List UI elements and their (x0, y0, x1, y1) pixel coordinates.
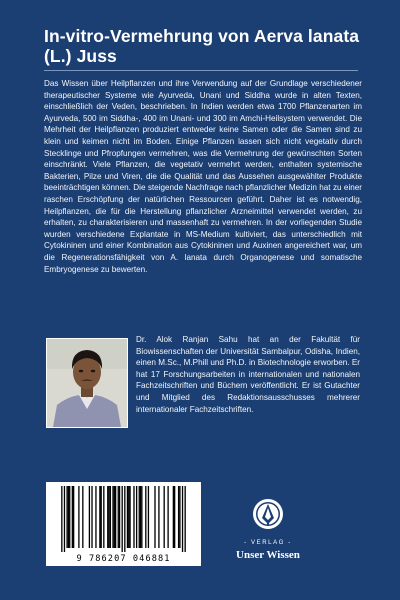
publisher-name: Unser Wissen (236, 549, 300, 561)
barcode-bar (89, 486, 90, 548)
barcode-bar (179, 486, 180, 548)
book-description: Das Wissen über Heilpflanzen und ihre Verwendung auf der Grundlage verschiedener therapeutischer Systeme wie Ayurveda, Unani und Siddha wurde in alten Texten, einschließlich der Veden, beschrieben. In Indien werden etwa 1700 Pflanzenarten im Ayurveda, 500 im Siddha-, 400 im Unani- und 300 im Amchi-Heilsystem verwendet. Die Mehrheit der Heilpflanzen produziert entweder keine Samen oder die Samen sind zu klein und keimen nicht im Boden. Einige Pflanzen lassen sich nicht vegetativ durch Stecklinge und Pfropfungen vermehren, was die Vermehrung der gewünschten Sorten einschränkt. Viele Pflanzen, die vegetativ vermehrt werden, enthalten systemische Bakterien, Pilze und Viren, die die Qualität und das Aussehen ausgewählter Produkte beeinträchtigen können. Die steigende Nachfrage nach pflanzlicher Medizin hat zu einer raschen Erschöpfung der natürlichen Ressourcen geführt. Daher ist es notwendig, Heilpflanzen, die für die Herstellung pflanzlicher Arzneimittel verwendet werden, zu erhalten, zu charakterisieren und massenhaft zu vermehren. In der vorliegenden Studie wurden verschiedene Explantate in MS-Medium kultiviert, das unterschiedlich mit Cytokininen und einer Kombination aus Cytokininen und Auxinen angereichert war, um die Regenerationsfähigkeit von A. lanata durch Organogenese und somatische Embryogenese zu bewerten. (44, 79, 362, 274)
barcode-bar (64, 486, 65, 552)
barcode-bar (108, 486, 109, 548)
publisher-logo-icon (252, 498, 284, 538)
barcode-bar (133, 486, 134, 548)
isbn-barcode (46, 482, 201, 566)
barcode-bar (178, 486, 179, 548)
isbn-number: 9 786207 046881 (76, 554, 171, 564)
barcode-graphic (52, 486, 195, 552)
barcode-bar (139, 486, 140, 548)
barcode-bar (141, 486, 142, 548)
author-photo (46, 338, 128, 428)
barcode-bar (110, 486, 111, 548)
barcode-bar (136, 486, 137, 548)
barcode-bar (145, 486, 146, 548)
barcode-bar (154, 486, 155, 548)
publisher-label: - VERLAG - (244, 540, 292, 546)
barcode-bar (174, 486, 175, 548)
barcode-bar (182, 486, 183, 552)
publisher-block (226, 498, 310, 572)
barcode-bar (82, 486, 83, 548)
barcode-bar (103, 486, 104, 548)
barcode-bar (61, 486, 62, 552)
book-title: In-vitro-Vermehrung von Aerva lanata (L.) Juss (44, 26, 360, 66)
barcode-bar (148, 486, 149, 548)
barcode-bar (158, 486, 159, 548)
barcode-bar (73, 486, 74, 548)
barcode-bar (115, 486, 116, 548)
barcode-bar (95, 486, 96, 548)
barcode-bar (91, 486, 92, 548)
barcode-bar (127, 486, 128, 548)
barcode-bar (124, 486, 125, 552)
barcode-bar (114, 486, 115, 548)
barcode-bar (72, 486, 73, 548)
barcode-bar (164, 486, 165, 548)
title-divider (44, 70, 358, 71)
barcode-bar (140, 486, 141, 548)
barcode-bar (99, 486, 100, 548)
barcode-bar (69, 486, 70, 548)
barcode-bar (118, 486, 119, 548)
barcode-bar (167, 486, 168, 548)
barcode-bar (128, 486, 129, 548)
barcode-bar (173, 486, 174, 548)
barcode-bar (122, 486, 123, 552)
barcode-bar (66, 486, 67, 548)
barcode-bar (129, 486, 130, 548)
barcode-bar (107, 486, 108, 548)
barcode-bar (101, 486, 102, 548)
barcode-bar (112, 486, 113, 548)
author-biography: Dr. Alok Ranjan Sahu hat an der Fakultät für Biowissenschaften der Universität Sambalpur, Odisha, Indien, einen M.Sc., M.Phill und Ph.D. in Biotechnologie erworben. Er hat 17 Forschungsarbeiten in internationalen und nationalen Fachzeitschriften und Büchern veröffentlicht. Er ist Gutachter und Mitglied des Redaktionsausschusses mehrerer internationaler Fachzeitschriften. (136, 335, 360, 414)
barcode-bar (119, 486, 120, 548)
barcode-bar (78, 486, 79, 548)
barcode-bar (185, 486, 186, 552)
barcode-bar (68, 486, 69, 548)
